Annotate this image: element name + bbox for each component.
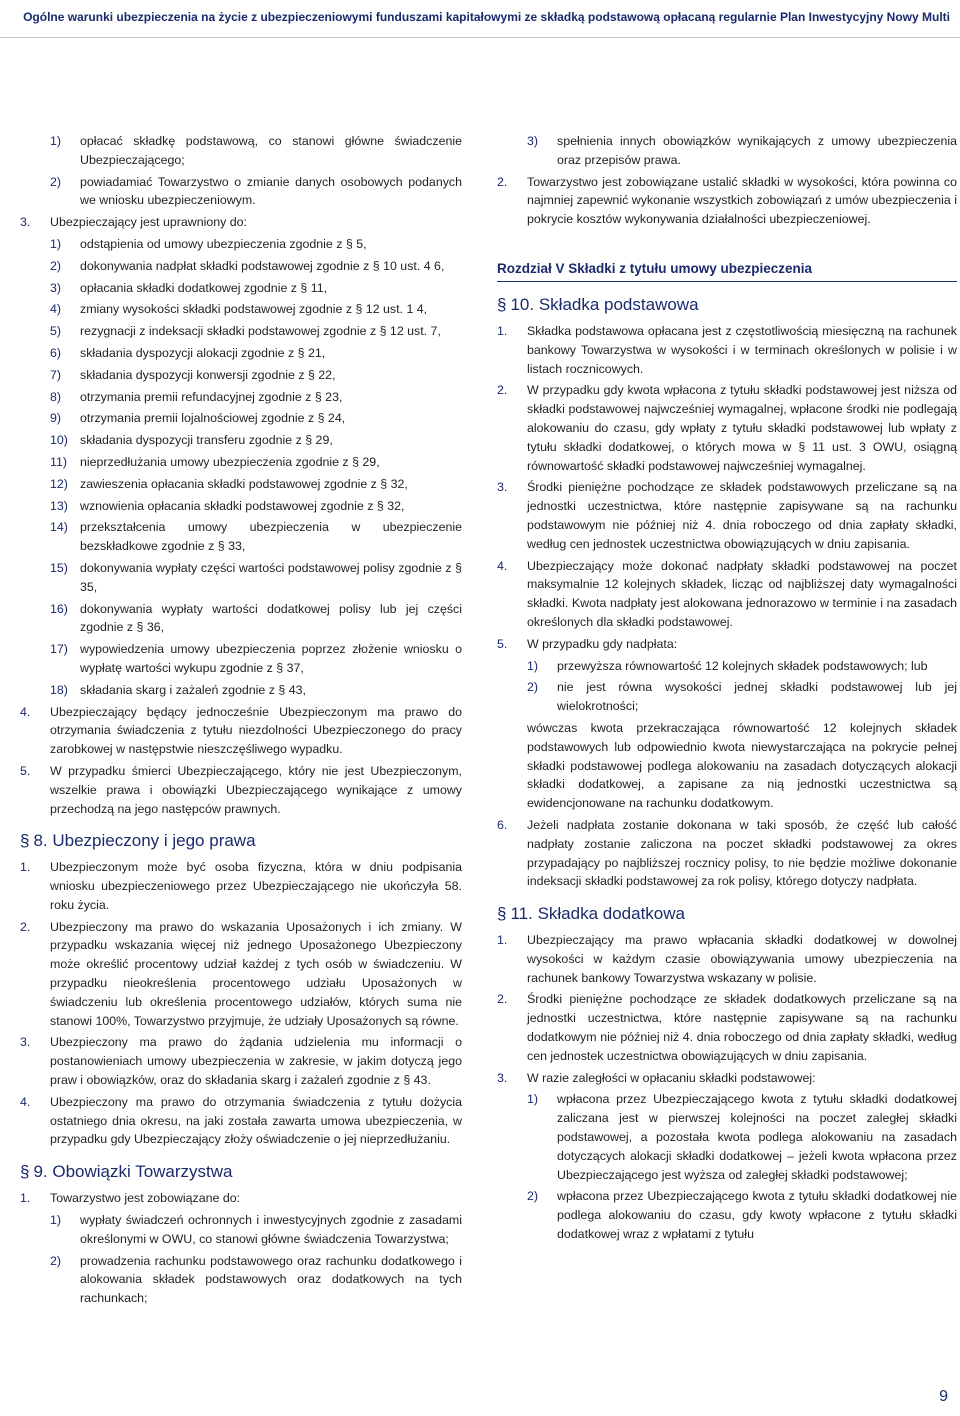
- list-item: 7) składania dyspozycji konwersji zgodnie z § 22,: [50, 367, 336, 382]
- list-item: 2. W przypadku gdy kwota wpłacona z tytułu składki podstawowej jest niższa od składki podstawowej najwcześniej wymagalnej, wpłacone środki nie podlegają alokowaniu do czasu, gdy wpłaty z tytułu składki podstawowej lub wpłaty z tytułu składki dodatkowej, o których mowa w § 11 ust. 3 OWU, osiągną równowartość składki podstawowej najwcześniej wymagalnej.: [497, 383, 957, 473]
- paragraph-4: 4. Ubezpieczający będący jednocześnie Ubezpieczonym ma prawo do otrzymania świadczenia z tytułu niezdolności Ubezpieczonego do pracy zarobkowej w następstwie nieszczęśliwego wypadku.: [20, 704, 462, 757]
- list-item: 11) nieprzedłużania umowy ubezpieczenia zgodnie z § 29,: [50, 454, 380, 469]
- list-item: 10) składania dyspozycji transferu zgodnie z § 29,: [50, 433, 333, 448]
- list-item: 1) odstąpienia od umowy ubezpieczenia zgodnie z § 5,: [50, 236, 367, 251]
- list-item: 1. Towarzystwo jest zobowiązane do:: [20, 1191, 241, 1206]
- list-item: 1) przewyższa równowartość 12 kolejnych składek podstawowych; lub: [527, 658, 928, 673]
- list-item: 12) zawieszenia opłacania składki podstawowej zgodnie z § 32,: [50, 476, 408, 491]
- list-item: 2) wpłacona przez Ubezpieczającego kwota z tytułu składki dodatkowej nie podlega alokowaniu do czasu, gdy kwoty wpłacone z tytułu składki dodatkowej wraz z wpłatami z tytułu: [527, 1189, 957, 1242]
- list-item: 6) składania dyspozycji alokacji zgodnie z § 21,: [50, 345, 326, 360]
- paragraph-sign: §: [497, 294, 507, 314]
- list-item: 18) składania skarg i zażaleń zgodnie z § 43,: [50, 682, 306, 697]
- continuation-paragraph: wówczas kwota przekraczająca równowartość 12 kolejnych składek podstawowych lub odpowiednio kwota niewystarczająca na pokrycie pełnej składki podstawowej podlega alokowaniu na zasadach dotyczących alokacji składki dodatkowej, a zapisane za nią jednostki uczestnictwa są ewidencjonowane na rachunku dodatkowym.: [527, 720, 957, 811]
- chapter-heading: Rozdział V Składki z tytułu umowy ubezpieczenia: [497, 259, 957, 282]
- list-item: 2) nie jest równa wysokości jednej składki podstawowej lub jej wielokrotności;: [527, 680, 957, 714]
- list-item: 3. Środki pieniężne pochodzące ze składek podstawowych przeliczane są na jednostki uczestnictwa, które następnie zapisywane są na rachunku podstawowym nie później niż 4. dnia roboczego od dnia zapłaty składki, według cen jednostek uczestnictwa obowiązujących w dniu zapisania.: [497, 480, 957, 551]
- list-item: 1. Ubezpieczający ma prawo wpłacania składki dodatkowej w dowolnej wysokości w każdym czasie obowiązywania umowy ubezpieczenia na rachunek bankowy Towarzystwa wskazany w polisie.: [497, 933, 957, 985]
- section-heading: § 8. Ubezpieczony i jego prawa: [20, 831, 256, 851]
- list-item: 5. W przypadku gdy nadpłata:: [497, 636, 678, 651]
- paragraph-sign: §: [20, 1162, 30, 1182]
- page-number: 9: [939, 1388, 948, 1405]
- right-column: [497, 132, 957, 1244]
- list-item: 1. Składka podstawowa opłacana jest z częstotliwością miesięczną na rachunek bankowy Towarzystwa w wysokości i w terminach określonych w polisie i w listach rocznicowych.: [497, 323, 957, 376]
- left-column: [20, 132, 462, 1308]
- list-item: 3. W razie zaległości w opłacaniu składki podstawowej:: [497, 1070, 816, 1085]
- header-title: Ogólne warunki ubezpieczenia na życie z ubezpieczeniowymi funduszami kapitałowymi ze składką podstawową opłacaną regularnie Plan Inwestycyjny Nowy Multi: [23, 10, 950, 24]
- list-item: 3) opłacania składki dodatkowej zgodnie z § 11,: [50, 280, 328, 295]
- list-item: 16) dokonywania wypłaty wartości dodatkowej polisy lub jej części zgodnie z § 36,: [50, 601, 462, 635]
- list-item: 9) otrzymania premii lojalnościowej zgodnie z § 24,: [50, 411, 346, 426]
- list-item: 13) wznowienia opłacania składki podstawowej zgodnie z § 32,: [50, 498, 405, 513]
- paragraph-2: 2. Towarzystwo jest zobowiązane ustalić składki w wysokości, która powinna co najmniej zapewnić wykonanie wszystkich zobowiązań z umów ubezpieczenia i pokrycie kosztów wykonywania działalności ubezpieczeniowej.: [497, 174, 957, 227]
- list-item: 2) prowadzenia rachunku podstawowego oraz rachunku dodatkowego i alokowania składek podstawowych oraz dodatkowych na tych rachunkach;: [50, 1253, 462, 1306]
- list-item: 3. Ubezpieczony ma prawo do żądania udzielenia mu informacji o postanowieniach umowy ubezpieczenia w zakresie, w jakim dotyczą jego praw i obowiązków, oraz do składania skarg i zażaleń zgodnie z § 43.: [20, 1035, 462, 1088]
- list-item: 2. Ubezpieczony ma prawo do wskazania Uposażonych i ich zmiany. W przypadku wskazania więcej niż jednego Uposażonego Ubezpieczony może określić procentowy udział każdej z tych osób w świadczeniu. W przypadku nieokreślenia procentowego udziału Uposażonych w świadczeniu lub określenia procentowego udziałów, których suma nie stanowi 100%, Towarzystwo przyjmuje, że udziały Uposażonych są równe.: [20, 919, 462, 1028]
- list-item: 15) dokonywania wypłaty części wartości podstawowej polisy zgodnie z § 35,: [50, 560, 462, 594]
- section-heading: § 11. Składka dodatkowa: [497, 904, 685, 924]
- section-heading: § 10. Składka podstawowa: [497, 294, 699, 314]
- list-item: 4) zmiany wysokości składki podstawowej zgodnie z § 12 ust. 1 4,: [50, 302, 428, 317]
- section-heading: § 9. Obowiązki Towarzystwa: [20, 1162, 233, 1182]
- list-item: 4. Ubezpieczony ma prawo do otrzymania świadczenia z tytułu dożycia ostatniego dnia okresu, na jaki została zawarta umowa ubezpieczenia, w przypadku gdy Ubezpieczający złoży oświadczenie o jej nieprzedłużaniu.: [20, 1094, 462, 1147]
- list-item: 14) przekształcenia umowy ubezpieczenia w ubezpieczenie bezskładkowe zgodnie z § 33,: [50, 520, 462, 554]
- list-item: 17) wypowiedzenia umowy ubezpieczenia poprzez złożenie wniosku o wypłatę wartości wykupu zgodnie z § 37,: [50, 642, 462, 675]
- list-item: 2) dokonywania nadpłat składki podstawowej zgodnie z § 10 ust. 4 6,: [50, 258, 445, 273]
- list-item: 1. Ubezpieczonym może być osoba fizyczna, która w dniu podpisania wniosku ubezpieczeniowego przez Ubezpieczającego nie ukończyła 58. roku życia.: [20, 860, 462, 912]
- paragraph-3: 3. Ubezpieczający jest uprawniony do:: [20, 215, 247, 230]
- list-item: 2. Środki pieniężne pochodzące ze składek dodatkowych przeliczane są na jednostki uczestnictwa, które następnie zapisywane są na rachunku dodatkowym nie później niż 4. dnia roboczego od dnia zapłaty składki, według cen jednostek uczestnictwa obowiązujących w dniu zapisania.: [497, 992, 957, 1063]
- list-item: 2) powiadamiać Towarzystwo o zmianie danych osobowych podanych we wniosku ubezpieczeniowym.: [50, 174, 462, 208]
- page-header: [0, 0, 960, 38]
- list-item: 6. Jeżeli nadpłata zostanie dokonana w taki sposób, że część lub całość nadpłaty zostanie zaliczona na poczet składki podstawowej za okres przypadający po najbliższej rocznicy polisy, to nie będzie możliwe dokonanie indeksacji składki podstawowej za rok polisy, którego dotyczy nadpłata.: [497, 817, 957, 889]
- list-item: 4. Ubezpieczający może dokonać nadpłaty składki podstawowej na poczet maksymalnie 12 kolejnych składek, licząc od najbliższej daty wymagalności składki. Kwota nadpłaty jest alokowana jednorazowo w terminie i na zasadach określonych dla składki podstawowej.: [497, 558, 957, 629]
- paragraph-sign: §: [497, 904, 507, 924]
- paragraph-sign: §: [20, 831, 30, 851]
- list-item: 8) otrzymania premii refundacyjnej zgodnie z § 23,: [50, 389, 343, 404]
- paragraph-5: 5. W przypadku śmierci Ubezpieczającego, który nie jest Ubezpieczonym, wszelkie prawa i obowiązki Ubezpieczającego wynikające z umowy przechodzą na jego następców prawnych.: [20, 763, 462, 816]
- list-item: 3) spełnienia innych obowiązków wynikających z umowy ubezpieczenia oraz przepisów prawa.: [527, 134, 957, 167]
- list-item: 1) opłacać składkę podstawową, co stanowi główne świadczenie Ubezpieczającego;: [50, 134, 462, 167]
- list-item: 1) wpłacona przez Ubezpieczającego kwota z tytułu składki dodatkowej zaliczana jest w pierwszej kolejności na poczet zaległej składki podstawowej, a pozostała kwota podlega alokowaniu na zasadach dotyczących alokacji składki dodatkowej – jeżeli kwota wpłacona przez Ubezpieczającego jest wyższa od zaległej składki podstawowej;: [527, 1092, 957, 1182]
- list-item: 5) rezygnacji z indeksacji składki podstawowej zgodnie z § 12 ust. 7,: [50, 324, 441, 339]
- list-item: 1) wypłaty świadczeń ochronnych i inwestycyjnych zgodnie z zasadami określonymi w OWU, co stanowi główne świadczenia Towarzystwa;: [50, 1213, 462, 1246]
